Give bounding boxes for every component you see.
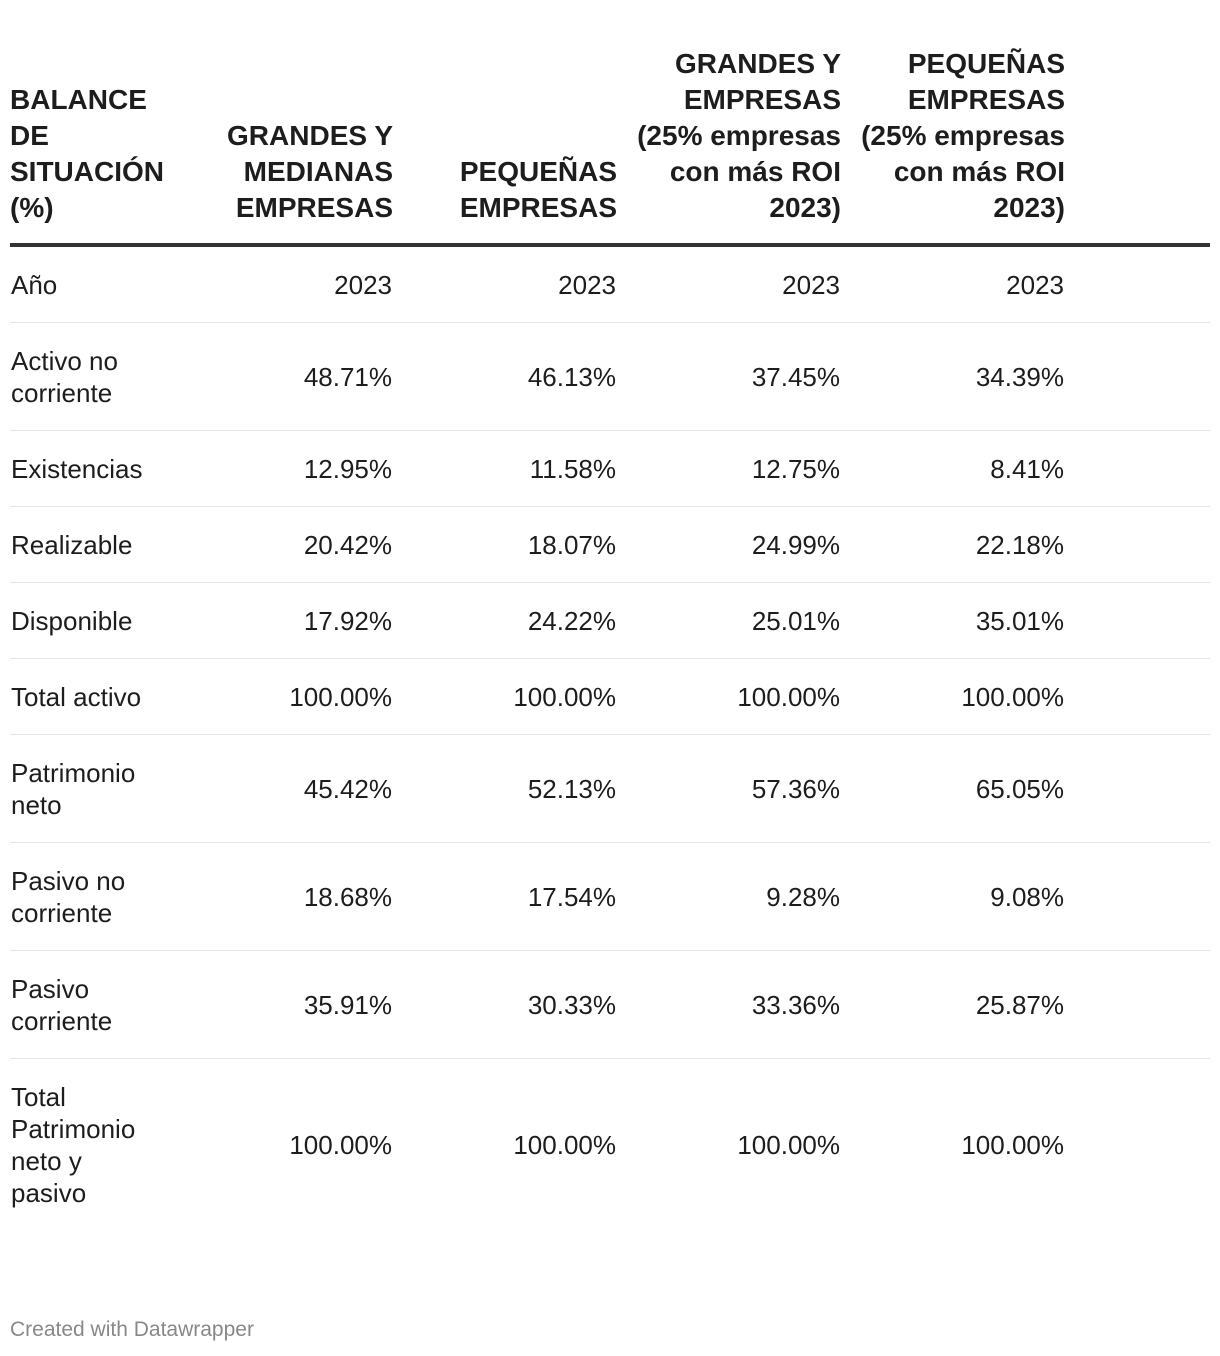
balance-table: [10, 0, 1210, 1230]
column-header-pequenas-top-roi: PEQUEÑAS EMPRESAS (25% empresas con más ROI 2023): [841, 0, 1065, 245]
row-spacer: [1065, 843, 1210, 951]
table-cell: 48.71%: [170, 323, 393, 431]
table-header-row: [10, 0, 1210, 245]
table-cell: 24.22%: [393, 583, 617, 659]
row-label: Pasivo no corriente: [10, 843, 170, 951]
row-label: Realizable: [10, 507, 170, 583]
row-spacer: [1065, 431, 1210, 507]
column-header-grandes-top-roi: GRANDES Y EMPRESAS (25% empresas con más ROI 2023): [617, 0, 841, 245]
table-cell: 57.36%: [617, 735, 841, 843]
column-header-balance: BALANCE DE SITUACIÓN (%): [10, 0, 170, 245]
table-cell: 9.08%: [841, 843, 1065, 951]
table-cell: 25.01%: [617, 583, 841, 659]
table-cell: 35.01%: [841, 583, 1065, 659]
table-cell: 35.91%: [170, 951, 393, 1059]
row-label: Existencias: [10, 431, 170, 507]
row-spacer: [1065, 245, 1210, 323]
table-cell: 52.13%: [393, 735, 617, 843]
row-spacer: [1065, 507, 1210, 583]
column-header-grandes-medianas: GRANDES Y MEDIANAS EMPRESAS: [170, 0, 393, 245]
table-cell: 100.00%: [617, 659, 841, 735]
row-label: Patrimonio neto: [10, 735, 170, 843]
table-cell: 46.13%: [393, 323, 617, 431]
table-cell: 2023: [841, 245, 1065, 323]
table-cell: 100.00%: [841, 659, 1065, 735]
table-cell: 2023: [617, 245, 841, 323]
table-body: [10, 245, 1210, 1230]
table-cell: 9.28%: [617, 843, 841, 951]
row-spacer: [1065, 735, 1210, 843]
table-row: [10, 583, 1210, 659]
table-cell: 2023: [170, 245, 393, 323]
footer-credit: Created with Datawrapper: [10, 1318, 254, 1341]
table-row: [10, 843, 1210, 951]
table-cell: 30.33%: [393, 951, 617, 1059]
table-cell: 45.42%: [170, 735, 393, 843]
row-label: Pasivo corriente: [10, 951, 170, 1059]
table-cell: 100.00%: [289, 1129, 392, 1160]
row-spacer: [1065, 583, 1210, 659]
table-cell: 100.00%: [737, 1129, 840, 1160]
table-cell: 65.05%: [841, 735, 1065, 843]
table-row: [10, 323, 1210, 431]
table-cell: 12.95%: [170, 431, 393, 507]
table-cell: 100.00%: [961, 1129, 1064, 1160]
table-cell: 11.58%: [393, 431, 617, 507]
row-spacer: [1065, 323, 1210, 431]
table-cell: 18.07%: [393, 507, 617, 583]
table-row: [10, 1059, 1210, 1231]
table-cell: 33.36%: [617, 951, 841, 1059]
table-cell: 25.87%: [841, 951, 1065, 1059]
table-cell: 17.54%: [393, 843, 617, 951]
table-row: [10, 659, 1210, 735]
table-cell: 100.00%: [170, 659, 393, 735]
table-cell: 18.68%: [170, 843, 393, 951]
row-spacer: [1065, 951, 1210, 1059]
row-label: Año: [10, 245, 170, 323]
row-label: Activo no corriente: [10, 323, 170, 431]
table-row: [10, 507, 1210, 583]
table-row: [10, 735, 1210, 843]
table-cell: 34.39%: [841, 323, 1065, 431]
table-cell: 17.92%: [170, 583, 393, 659]
table-cell: 24.99%: [617, 507, 841, 583]
column-header-spacer: [1065, 0, 1210, 245]
column-header-pequenas: PEQUEÑAS EMPRESAS: [393, 0, 617, 245]
table-cell: 12.75%: [617, 431, 841, 507]
table-cell: 22.18%: [841, 507, 1065, 583]
table-cell: 2023: [393, 245, 617, 323]
row-label: Total Patrimonio neto y pasivo: [11, 1081, 136, 1208]
row-spacer: [1065, 1059, 1210, 1231]
row-spacer: [1065, 659, 1210, 735]
table-cell: 37.45%: [617, 323, 841, 431]
balance-table-container: [10, 0, 1210, 1230]
table-cell: 100.00%: [513, 1129, 616, 1160]
table-row: [10, 245, 1210, 323]
table-cell: 8.41%: [841, 431, 1065, 507]
table-cell: 20.42%: [170, 507, 393, 583]
table-row: [10, 951, 1210, 1059]
row-label: Total activo: [10, 659, 170, 735]
table-cell: 100.00%: [393, 659, 617, 735]
row-label: Disponible: [10, 583, 170, 659]
table-row: [10, 431, 1210, 507]
